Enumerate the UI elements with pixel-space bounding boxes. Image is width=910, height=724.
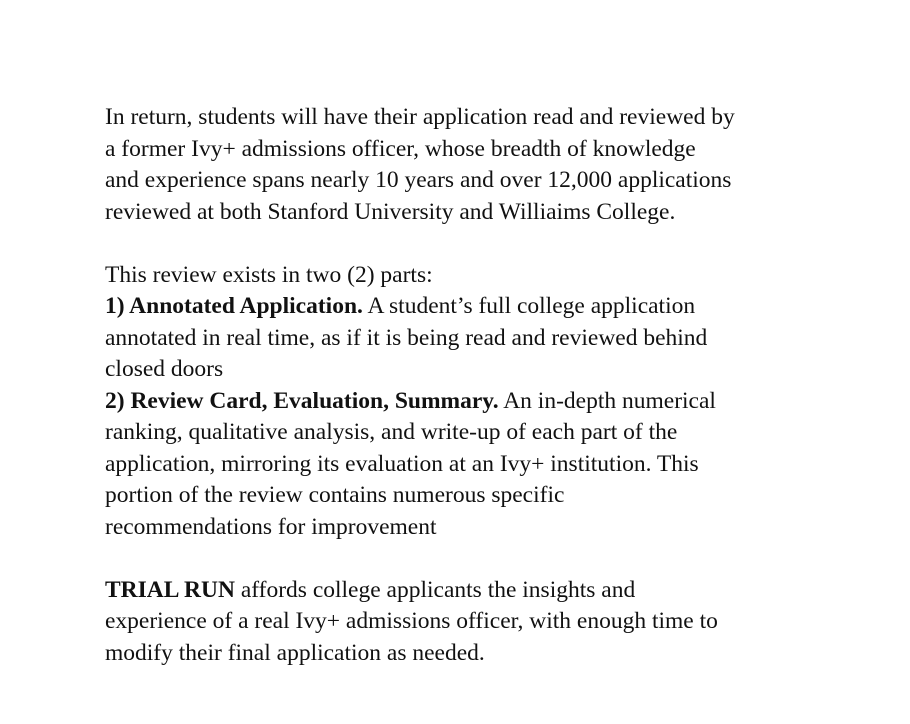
part2-line: recommendations for improvement (105, 513, 437, 540)
part2-line: ranking, qualitative analysis, and write-up of each part of the (105, 419, 678, 445)
intro-paragraph (105, 102, 815, 228)
part2-label: 2) Review Card, Evaluation, Summary. (105, 387, 499, 414)
closing-line: experience of a real Ivy+ admissions officer, with enough time to (105, 608, 718, 634)
paragraph-spacer (105, 543, 815, 575)
parts-heading: This review exists in two (2) parts: (105, 261, 433, 288)
intro-line: a former Ivy+ admissions officer, whose breadth of knowledge (105, 135, 696, 162)
trial-run-label: TRIAL RUN (105, 576, 235, 603)
closing-first-line (105, 575, 815, 607)
intro-line: and experience spans nearly 10 years and over 12,000 applications (105, 167, 732, 193)
part1-line: closed doors (105, 356, 224, 382)
part1-line: annotated in real time, as if it is being read and reviewed behind (105, 324, 708, 351)
closing-paragraph (105, 575, 815, 670)
part2-first-line (105, 386, 815, 418)
intro-line: reviewed at both Stanford University and Williaims College. (105, 198, 676, 225)
part1-label: 1) Annotated Application. (105, 293, 363, 319)
part2-line: application, mirroring its evaluation at an Ivy+ institution. This (105, 450, 699, 477)
paragraph-spacer (105, 228, 815, 260)
part1-text: A student’s full college application (362, 293, 696, 319)
parts-section (105, 260, 815, 544)
document-body (105, 102, 815, 669)
part2-text: An in-depth numerical (498, 387, 716, 414)
intro-line: In return, students will have their application read and reviewed by (105, 104, 735, 130)
part2-line: portion of the review contains numerous specific (105, 482, 565, 508)
closing-line: modify their final application as needed. (105, 639, 485, 666)
closing-text: affords college applicants the insights and (234, 576, 636, 603)
part1-first-line (105, 291, 815, 323)
